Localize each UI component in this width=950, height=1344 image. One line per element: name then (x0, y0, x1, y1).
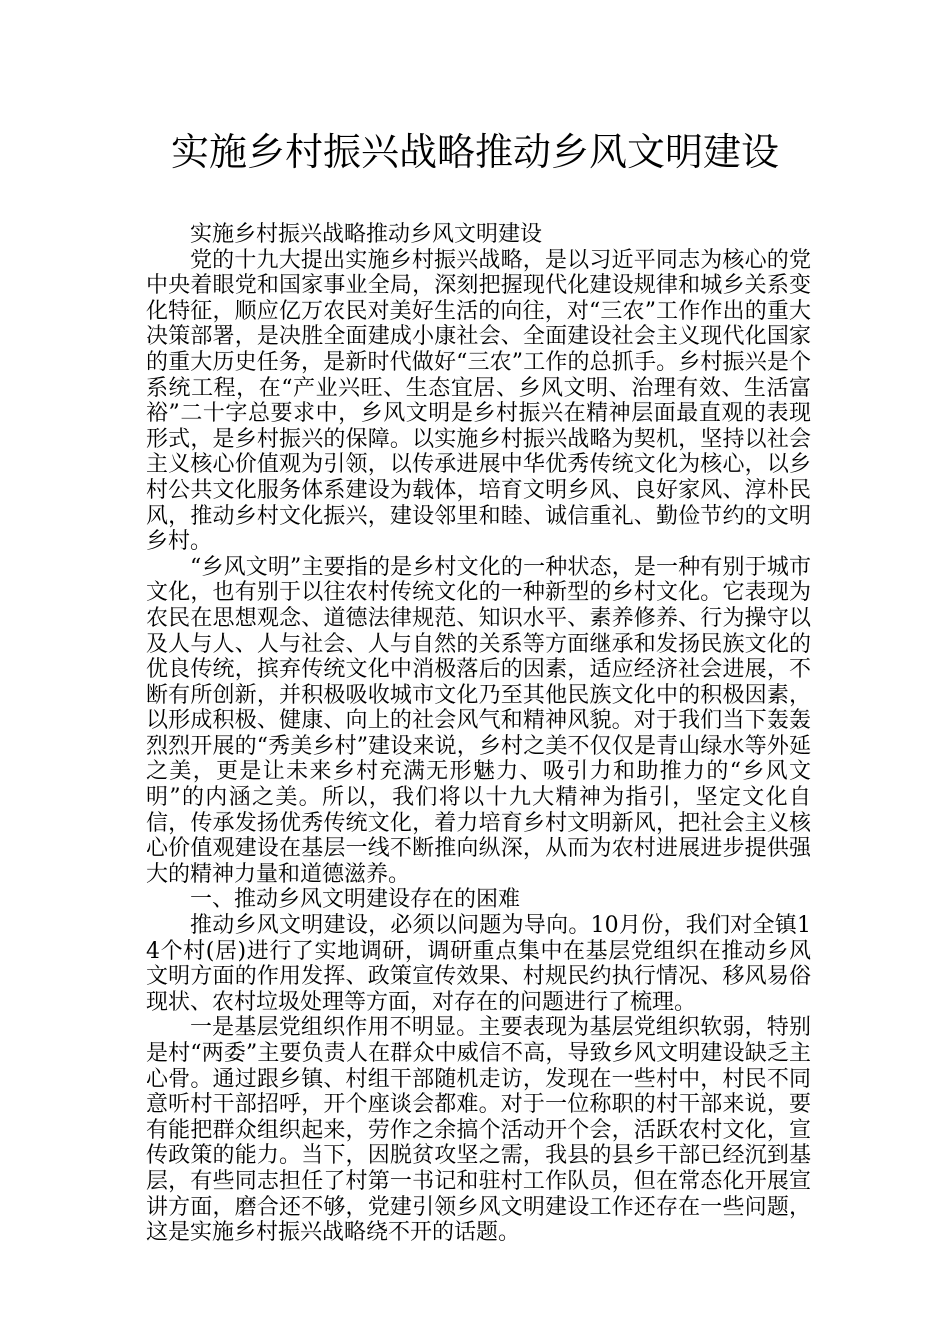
document-body (146, 222, 811, 1246)
paragraph-survey: 推动乡风文明建设，必须以问题为导向。10月份，我们对全镇14个村(居)进行了实地调研，调研重点集中在基层党组织在推动乡风文明方面的作用发挥、政策宣传效果、村规民约执行情况、移风易俗现状、农村垃圾处理等方面，对存在的问题进行了梳理。 (146, 913, 811, 1015)
paragraph-subtitle: 实施乡村振兴战略推动乡风文明建设 (190, 222, 543, 247)
paragraph-intro: 党的十九大提出实施乡村振兴战略，是以习近平同志为核心的党中央着眼党和国家事业全局，深刻把握现代化建设规律和城乡关系变化特征，顺应亿万农民对美好生活的向往，对“三农”工作作出的重大决策部署，是决胜全面建成小康社会、全面建设社会主义现代化国家的重大历史任务，是新时代做好“三农”工作的总抓手。乡村振兴是个系统工程，在“产业兴旺、生态宜居、乡风文明、治理有效、生活富裕”二十字总要求中，乡风文明是乡村振兴在精神层面最直观的表现形式，是乡村振兴的保障。以实施乡村振兴战略为契机，坚持以社会主义核心价值观为引领，以传承进展中华优秀传统文化为核心，以乡村公共文化服务体系建设为载体，培育文明乡风、良好家风、淳朴民风，推动乡村文化振兴，建设邻里和睦、诚信重礼、勤俭节约的文明乡村。 (146, 247, 811, 555)
paragraph-definition: “乡风文明”主要指的是乡村文化的一种状态，是一种有别于城市文化，也有别于以往农村传统文化的一种新型的乡村文化。它表现为农民在思想观念、道德法律规范、知识水平、素养修养、行为操守以及人与人、人与社会、人与自然的关系等方面继承和发扬民族文化的优良传统，摈弃传统文化中消极落后的因素，适应经济社会进展，不断有所创新，并积极吸收城市文化乃至其他民族文化中的积极因素，以形成积极、健康、向上的社会风气和精神风貌。对于我们当下轰轰烈烈开展的“秀美乡村”建设来说，乡村之美不仅仅是青山绿水等外延之美，更是让未来乡村充满无形魅力、吸引力和助推力的“乡风文明”的内涵之美。所以，我们将以十九大精神为指引，坚定文化自信，传承发扬优秀传统文化，着力培育乡村文明新风，把社会主义核心价值观建设在基层一线不断推向纵深，从而为农村进展进步提供强大的精神力量和道德滋养。 (146, 554, 811, 887)
paragraph-point-one: 一是基层党组织作用不明显。主要表现为基层党组织软弱，特别是村“两委”主要负责人在群众中威信不高，导致乡风文明建设缺乏主心骨。通过跟乡镇、村组干部随机走访，发现在一些村中，村民不同意听村干部招呼，开个座谈会都难。对于一位称职的村干部来说，要有能把群众组织起来，劳作之余搞个活动开个会，活跃农村文化，宣传政策的能力。当下，因脱贫攻坚之需，我县的县乡干部已经沉到基层，有些同志担任了村第一书记和驻村工作队员，但在常态化开展宣讲方面，磨合还不够，党建引领乡风文明建设工作还存在一些问题，这是实施乡村振兴战略绕不开的话题。 (146, 1015, 811, 1246)
document-title: 实施乡村振兴战略推动乡风文明建设 (170, 130, 779, 174)
section-heading-difficulties: 一、推动乡风文明建设存在的困难 (190, 887, 521, 913)
